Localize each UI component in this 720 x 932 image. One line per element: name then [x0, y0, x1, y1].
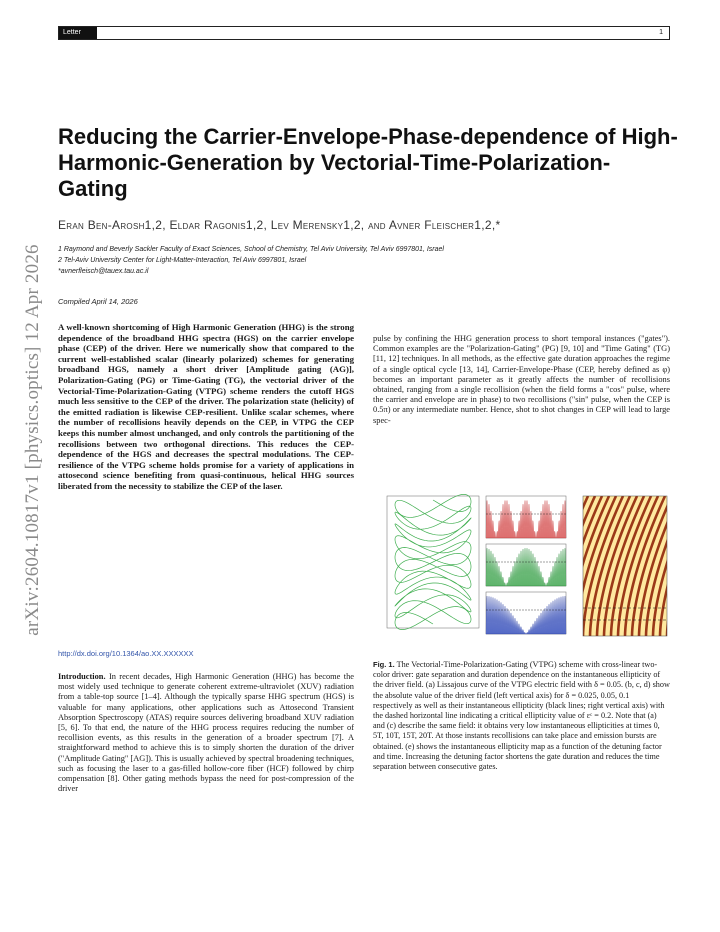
intro-heading: Introduction.: [58, 672, 106, 681]
intro-text: In recent decades, High Harmonic Generation (HHG) has become the most widely used technique to generate coherent extreme-ultraviolet (XUV) radiation from a table-top source [1–4]. Although the typically sparse HHG spectrum (HGS) is valuable for many applications, other applications such as Attosecond Transient Absorption Spectroscopy (ATAS) require sources delivering broadband XUV radiation [5, 6]. To that end, the nature of the HHG process requires reducing the number of recollision events, as this results in the generation of a broader spectrum [7]. A straightforward method to achieve this is to simply shorten the duration of the driver ("Amplitude Gating" [AG]). This is usually achieved by spectral broadening techniques, such as focusing the laser to a gas-filled hollow-core fiber (HCF) followed by chirp compensation [8]. Other gating methods bypass the need for post-compression of the driver: [58, 672, 355, 794]
doi-link[interactable]: http://dx.doi.org/10.1364/ao.XX.XXXXXX: [58, 649, 194, 658]
right-column-text: pulse by confining the HHG generation process to short temporal instances ("gates"). Common examples are the "Polarization-Gating" (PG) [9, 10] and "Time Gating" (TG) [11, 12] techniques. In all methods, as the effective gate duration approaches the regime of a single optical cycle [13, 14], Carrier-Envelope-Phase (CEP, hereby defined as φ) becomes an important parameter as it greatly affects the number of recollisions obtained, ranging from a single recollision (when the field forms a "cos" pulse, where the carrier and envelope are in phase) to two recollisions ("sin" pulse, when the CEP is 0.5π) or any intermediate number. Hence, shot to shot changes in CEP will lead to large spec-: [373, 334, 670, 425]
ellipticity-stripe: [667, 496, 670, 636]
page-number: 1: [659, 29, 663, 36]
abstract: A well-known shortcoming of High Harmonic Generation (HHG) is the strong dependence of the broadband HHG spectra (HGS) on the carrier envelope phase (CEP) of the driver. Here we numerically show that compared to the current well-established scalar (linearly polarized) schemes for generating broadband HGS, namely a short driver [Amplitude gating (AG)], Polarization-Gating (PG) or Time-Gating (TG), the vectorial driver of the Vectorial-Time-Polarization-Gating (VTPG) scheme renders the cutoff HGS much less sensitive to the CEP of the driver. The polarization state (helicity) of the emitted radiation is likewise CEP-resilient. Unlike scalar schemes, where the number of recollisions heavily depends on the CEP, in VTPG the CEP keeps this number almost unchanged, and only controls the partitioning of the recollisions between two orthogonal directions. This reduces the CEP-dependence of the HGS and decreases the spectral modulations. The CEP-resilience of the VTPG scheme holds promise for a variety of applications in attosecond science benefiting from quasi-continuous, helical HHG sources liberated from the necessity to stabilize the CEP of the laser.: [58, 322, 354, 491]
running-header: [58, 26, 670, 40]
caption-label: Fig. 1.: [373, 660, 395, 669]
introduction-paragraph: [58, 672, 354, 794]
figure-1: [373, 492, 670, 640]
panel-a-lissajous: [387, 494, 479, 629]
arxiv-stamp: [18, 230, 48, 650]
arxiv-stamp-text: arXiv:2604.10817v1 [physics.optics] 12 Apr 2026: [22, 244, 43, 636]
panel-d-field: [486, 592, 566, 634]
caption-text: The Vectorial-Time-Polarization-Gating (VTPG) scheme with cross-linear two-color driver: gate separation and duration dependence on the instantaneous ellipticity of the driver field. (a) Lissajous curve of the VTPG electric field with δ = 0.05. (b, c, d) show the absolute value of the driver field (left vertical axis) for δ = 0.025, 0.05, 0.1 respectively as well as their instantaneous ellipticity (black lines; right vertical axis) with the dashed horizontal line indicating a critical ellipticity value of εᶜ = 0.2. Note that (a) and (c) describe the same field: it obtains very low instantaneous ellipticities at times 0, 5T, 10T, 15T, 20T. At those instants recollisions can take place and emission bursts are obtained. (e) shows the instantaneous ellipticity map as a function of the detuning factor and time. Increasing the detuning factor shortens the gate duration and reduces the time separation between consecutive gates.: [373, 660, 670, 772]
figure-1-caption: [373, 660, 670, 772]
panel-c-field: [486, 544, 566, 586]
author-list: Eran Ben-Arosh1,2, Eldar Ragonis1,2, Lev Merensky1,2, and Avner Fleischer1,2,*: [58, 218, 501, 232]
panel-b-field: [486, 496, 566, 538]
paper-title: Reducing the Carrier-Envelope-Phase-dependence of High-Harmonic-Generation by Vectorial-Time-Polarization-Gating: [58, 124, 678, 201]
header-tag: Letter: [59, 27, 97, 39]
corresponding-email[interactable]: *avnerfleisch@tauex.tau.ac.il: [58, 268, 149, 275]
affiliation-1: 1 Raymond and Beverly Sackler Faculty of Exact Sciences, School of Chemistry, Tel Aviv University, Tel Aviv 6997801, Israel: [58, 246, 444, 253]
affiliation-2: 2 Tel-Aviv University Center for Light-Matter-Interaction, Tel Aviv 6997801, Israel: [58, 257, 307, 264]
compiled-date: Compiled April 14, 2026: [58, 297, 138, 306]
